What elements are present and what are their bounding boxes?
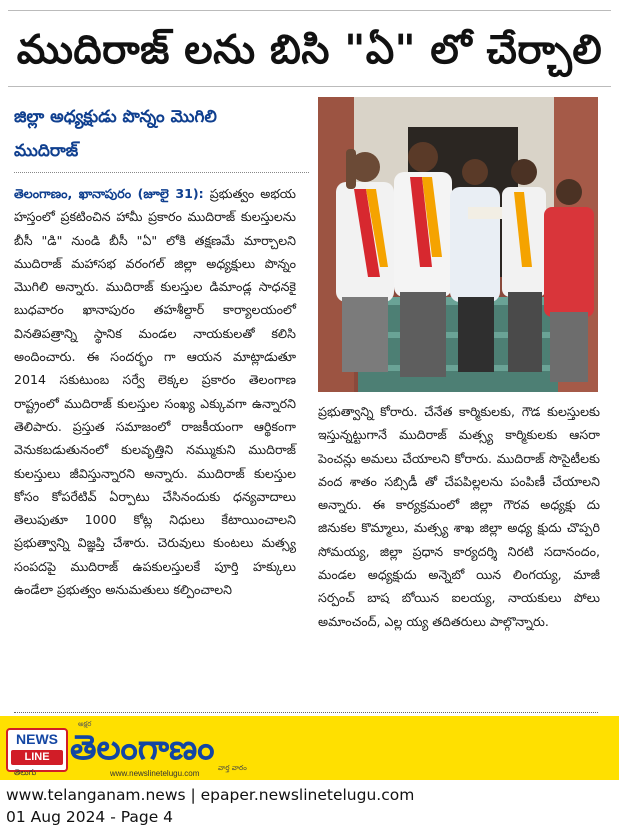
- bottom-rule: [14, 712, 598, 713]
- page-footer: [6, 784, 414, 828]
- newsline-logo[interactable]: [6, 728, 68, 772]
- subheadline-line-2: ముదిరాజ్: [14, 141, 79, 161]
- brand-url[interactable]: www.newslinetelugu.com: [110, 769, 200, 778]
- brand-prefix: అక్షర: [78, 720, 92, 728]
- article-text-left: ప్రభుత్వం అభయ హస్తంలో ప్రకటించిన హామీ ప్రకారం ముదిరాజ్ కులస్తులను బీసీ "డి" నుండి బీసీ "ఏ" లోకి తక్షణమే మార్చాలని ముదిరాజ్ మహాసభ వరంగల్ జిల్లా అధ్యక్షులు పొన్నం మొగిలి అన్నారు. ముదిరాజ్ కులస్తుల డిమాండ్ల సాధనకై బుధవారం ఖానాపురం తహశీల్దార్ కార్యాలయంలో వినతిపత్రాన్ని స్థానిక మండల నాయకులతో కలిసి అందించారు. ఈ సందర్భం గా ఆయన మాట్లాడుతూ 2014 సకుటుంబ సర్వే లెక్కల ప్రకారం తెలంగాణ రాష్ట్రంలో ముదిరాజ్ కులస్తుల సంఖ్య ఎక్కువగా ఉన్నారని తెలిపారు. ప్రస్తుత సమాజంలో రాజకీయంగా ఆర్థికంగా వెనుకబడుతునంలో కులవృత్తిని నమ్ముకుని ముదిరాజ్ కులస్తులు జీవిస్తున్నారని అన్నారు. ముదిరాజ్ కులస్తుల కోసం కోపరేటివ్ ఏర్పాటు చేసినందుకు ధన్యవాదాలు తెలుపుతూ 1000 కోట్ల నిధులు కేటాయించాలని ప్రభుత్వాన్ని విజ్ఞప్తి చేశారు. చెరువులు కుంటలు మత్స్య సంపదపై ముదిరాజ్ ఉపకులస్తులకే పూర్తి హక్కులు ఉండేలా ప్రభుత్వం అనుమతులు కల్పించాలని: [14, 186, 296, 598]
- footer-date-page: 01 Aug 2024 - Page 4: [6, 808, 174, 826]
- headline: ముదిరాజ్ లను బిసి "ఏ" లో చేర్చాలి: [16, 27, 603, 73]
- subheadline-rule: [14, 172, 309, 173]
- headline-rule: [8, 86, 611, 87]
- telanganam-logo[interactable]: తెలంగాణం: [70, 728, 215, 768]
- footer-urls[interactable]: www.telanganam.news | epaper.newslinetelugu.com: [6, 786, 415, 804]
- newsline-logo-bottom: LINE: [11, 750, 63, 765]
- top-rule: [8, 10, 611, 11]
- newsline-caption: తెలుగు: [14, 768, 37, 777]
- subheadline-line-1: జిల్లా అధ్యక్షుడు పొన్నం మొగిలి: [14, 107, 217, 127]
- article-body-right: ప్రభుత్వాన్ని కోరారు. చేనేత కార్మికులకు, గౌడ కులస్తులకు ఇస్తున్నట్టుగానే ముదిరాజ్ మత్స్య కార్మికులకు ఆసరా పెంచన్లు అమలు చేయాలని కోరారు. ముదిరాజ్ సొసైటీలకు వంద శాతం సబ్సిడీ తో చేపపిల్లలను పంపిణీ చేయాలని అన్నారు. ఈ కార్యక్రమంలో జిల్లా గౌరవ అధ్యక్షు దు జినుకల కొమ్మాలు, మత్స్య శాఖ జిల్లా అధ్య క్షుదు చొప్పరి సోమయ్య, జిల్లా ప్రధాన కార్యదర్శి నిరటి సదానందం, మండల అధ్యక్షుదు అన్నెబో యిన లింగయ్య, మాజీ సర్పంచ్ బాష బోయిన ఐలయ్య, నాయకులు పోలు అమాంచంద్, ఎల్ల య్య తదితరులు పాల్గొన్నారు.: [318, 404, 600, 629]
- masthead-banner: [0, 716, 619, 780]
- newsline-logo-top: NEWS: [16, 731, 58, 747]
- group-photo-illustration: [318, 97, 598, 392]
- dateline: తెలంగాణం, ఖానాపురం (జూలై 31):: [14, 186, 204, 201]
- brand-tagline: వార్త వారం: [218, 764, 247, 772]
- subheadline: [14, 100, 309, 168]
- article-body-left: [14, 182, 296, 601]
- news-photo: [318, 97, 598, 392]
